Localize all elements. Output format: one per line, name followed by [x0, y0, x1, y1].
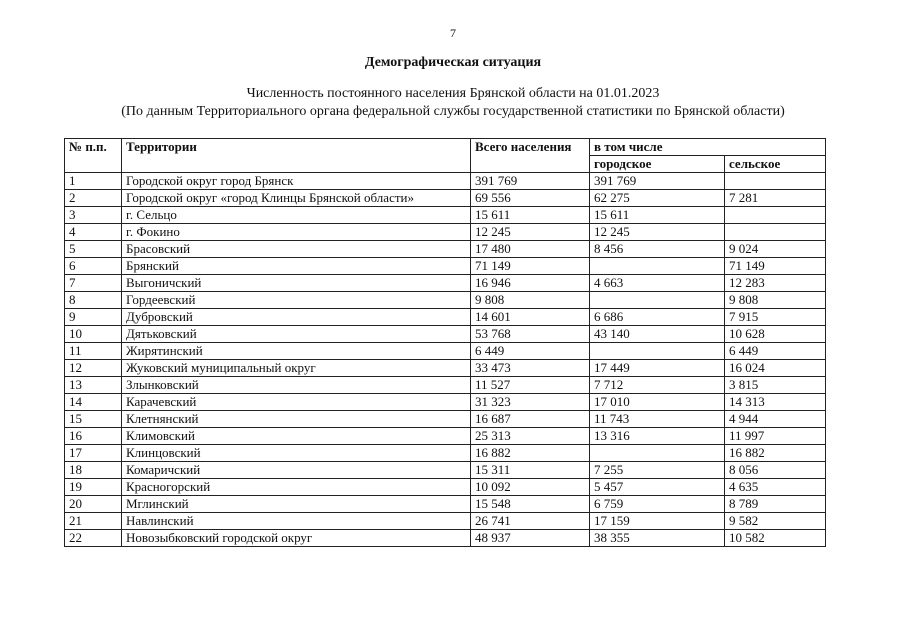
- table-row: [65, 377, 826, 394]
- row-number-cell: 2: [65, 190, 122, 207]
- territory-cell: Злынковский: [122, 377, 471, 394]
- urban-cell: [590, 258, 725, 275]
- urban-cell: 391 769: [590, 173, 725, 190]
- population-table: [64, 138, 826, 547]
- total-cell: 16 946: [471, 275, 590, 292]
- urban-cell: 17 449: [590, 360, 725, 377]
- total-cell: 31 323: [471, 394, 590, 411]
- table-row: [65, 275, 826, 292]
- rural-cell: 4 944: [725, 411, 826, 428]
- rural-cell: 3 815: [725, 377, 826, 394]
- table-caption: Численность постоянного населения Брянской области на 01.01.2023: [246, 86, 660, 101]
- territory-cell: Городской округ «город Клинцы Брянской области»: [122, 190, 471, 207]
- territory-cell: Брасовский: [122, 241, 471, 258]
- territory-cell: Дубровский: [122, 309, 471, 326]
- urban-cell: 4 663: [590, 275, 725, 292]
- rural-cell: [725, 224, 826, 241]
- total-cell: 16 882: [471, 445, 590, 462]
- row-number-cell: 11: [65, 343, 122, 360]
- total-cell: 10 092: [471, 479, 590, 496]
- rural-cell: [725, 173, 826, 190]
- table-row: [65, 513, 826, 530]
- territory-cell: Карачевский: [122, 394, 471, 411]
- row-number-cell: 10: [65, 326, 122, 343]
- row-number-cell: 15: [65, 411, 122, 428]
- total-cell: 69 556: [471, 190, 590, 207]
- rural-cell: 6 449: [725, 343, 826, 360]
- total-cell: 15 611: [471, 207, 590, 224]
- table-row: [65, 496, 826, 513]
- table-row: [65, 190, 826, 207]
- urban-cell: [590, 445, 725, 462]
- table-row: [65, 530, 826, 547]
- urban-cell: 12 245: [590, 224, 725, 241]
- table-row: [65, 343, 826, 360]
- row-number-cell: 20: [65, 496, 122, 513]
- table-row: [65, 445, 826, 462]
- row-number-cell: 22: [65, 530, 122, 547]
- total-cell: 6 449: [471, 343, 590, 360]
- total-cell: 9 808: [471, 292, 590, 309]
- territory-cell: Комаричский: [122, 462, 471, 479]
- urban-cell: 7 255: [590, 462, 725, 479]
- table-row: [65, 207, 826, 224]
- rural-cell: 4 635: [725, 479, 826, 496]
- header-territory: Территории: [122, 139, 471, 173]
- row-number-cell: 9: [65, 309, 122, 326]
- territory-cell: Гордеевский: [122, 292, 471, 309]
- urban-cell: 17 159: [590, 513, 725, 530]
- rural-cell: 9 808: [725, 292, 826, 309]
- total-cell: 26 741: [471, 513, 590, 530]
- territory-cell: Навлинский: [122, 513, 471, 530]
- rural-cell: 16 024: [725, 360, 826, 377]
- total-cell: 33 473: [471, 360, 590, 377]
- urban-cell: 5 457: [590, 479, 725, 496]
- row-number-cell: 4: [65, 224, 122, 241]
- row-number-cell: 18: [65, 462, 122, 479]
- page-number: 7: [450, 26, 456, 40]
- row-number-cell: 5: [65, 241, 122, 258]
- territory-cell: Новозыбковский городской округ: [122, 530, 471, 547]
- row-number-cell: 21: [65, 513, 122, 530]
- rural-cell: 8 789: [725, 496, 826, 513]
- table-row: [65, 326, 826, 343]
- total-cell: 11 527: [471, 377, 590, 394]
- urban-cell: 17 010: [590, 394, 725, 411]
- urban-cell: 6 759: [590, 496, 725, 513]
- rural-cell: 9 582: [725, 513, 826, 530]
- urban-cell: [590, 292, 725, 309]
- urban-cell: 11 743: [590, 411, 725, 428]
- rural-cell: 11 997: [725, 428, 826, 445]
- territory-cell: г. Фокино: [122, 224, 471, 241]
- row-number-cell: 12: [65, 360, 122, 377]
- territory-cell: Клинцовский: [122, 445, 471, 462]
- header-urban: городское: [590, 156, 725, 173]
- header-including: в том числе: [590, 139, 826, 156]
- table-row: [65, 173, 826, 190]
- total-cell: 15 548: [471, 496, 590, 513]
- urban-cell: 43 140: [590, 326, 725, 343]
- table-row: [65, 428, 826, 445]
- rural-cell: 7 281: [725, 190, 826, 207]
- header-number: № п.п.: [65, 139, 122, 173]
- row-number-cell: 8: [65, 292, 122, 309]
- rural-cell: 14 313: [725, 394, 826, 411]
- territory-cell: Мглинский: [122, 496, 471, 513]
- urban-cell: 62 275: [590, 190, 725, 207]
- table-row: [65, 394, 826, 411]
- rural-cell: 7 915: [725, 309, 826, 326]
- territory-cell: Климовский: [122, 428, 471, 445]
- rural-cell: 16 882: [725, 445, 826, 462]
- table-row: [65, 241, 826, 258]
- table-row: [65, 411, 826, 428]
- row-number-cell: 3: [65, 207, 122, 224]
- rural-cell: 9 024: [725, 241, 826, 258]
- territory-cell: Жирятинский: [122, 343, 471, 360]
- table-row: [65, 224, 826, 241]
- territory-cell: Клетнянский: [122, 411, 471, 428]
- total-cell: 391 769: [471, 173, 590, 190]
- territory-cell: Жуковский муниципальный округ: [122, 360, 471, 377]
- urban-cell: 8 456: [590, 241, 725, 258]
- table-row: [65, 258, 826, 275]
- urban-cell: 7 712: [590, 377, 725, 394]
- table-row: [65, 462, 826, 479]
- territory-cell: г. Сельцо: [122, 207, 471, 224]
- row-number-cell: 13: [65, 377, 122, 394]
- total-cell: 15 311: [471, 462, 590, 479]
- rural-cell: 10 628: [725, 326, 826, 343]
- table-row: [65, 292, 826, 309]
- table-row: [65, 309, 826, 326]
- table-row: [65, 479, 826, 496]
- territory-cell: Выгоничский: [122, 275, 471, 292]
- total-cell: 25 313: [471, 428, 590, 445]
- row-number-cell: 17: [65, 445, 122, 462]
- territory-cell: Брянский: [122, 258, 471, 275]
- territory-cell: Городской округ город Брянск: [122, 173, 471, 190]
- rural-cell: [725, 207, 826, 224]
- header-total: Всего населения: [471, 139, 590, 173]
- rural-cell: 12 283: [725, 275, 826, 292]
- row-number-cell: 19: [65, 479, 122, 496]
- urban-cell: [590, 343, 725, 360]
- rural-cell: 8 056: [725, 462, 826, 479]
- urban-cell: 13 316: [590, 428, 725, 445]
- total-cell: 14 601: [471, 309, 590, 326]
- rural-cell: 71 149: [725, 258, 826, 275]
- total-cell: 71 149: [471, 258, 590, 275]
- total-cell: 48 937: [471, 530, 590, 547]
- header-rural: сельское: [725, 156, 826, 173]
- urban-cell: 15 611: [590, 207, 725, 224]
- total-cell: 17 480: [471, 241, 590, 258]
- table-row: [65, 360, 826, 377]
- urban-cell: 6 686: [590, 309, 725, 326]
- row-number-cell: 6: [65, 258, 122, 275]
- total-cell: 16 687: [471, 411, 590, 428]
- total-cell: 12 245: [471, 224, 590, 241]
- urban-cell: 38 355: [590, 530, 725, 547]
- rural-cell: 10 582: [725, 530, 826, 547]
- table-source-note: (По данным Территориального органа федеральной службы государственной статистики по Брянской области): [121, 104, 785, 119]
- row-number-cell: 14: [65, 394, 122, 411]
- territory-cell: Дятьковский: [122, 326, 471, 343]
- row-number-cell: 7: [65, 275, 122, 292]
- row-number-cell: 1: [65, 173, 122, 190]
- row-number-cell: 16: [65, 428, 122, 445]
- territory-cell: Красногорский: [122, 479, 471, 496]
- total-cell: 53 768: [471, 326, 590, 343]
- document-title: Демографическая ситуация: [364, 55, 542, 70]
